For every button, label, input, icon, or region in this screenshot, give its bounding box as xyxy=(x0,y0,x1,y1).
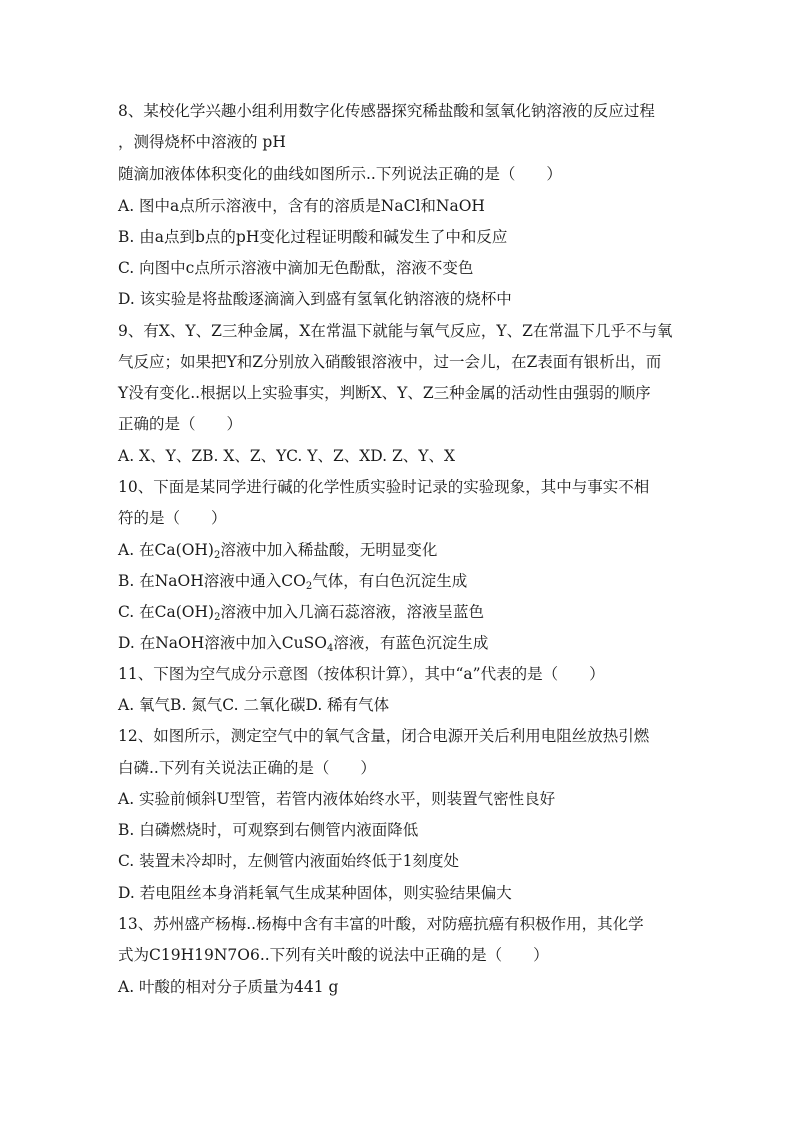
q8-stem-line-3: 随滴加液体体积变化的曲线如图所示..下列说法正确的是（ ） xyxy=(118,165,562,183)
q10-option-c-text-end: 溶液中加入几滴石蕊溶液，溶液呈蓝色 xyxy=(220,603,484,621)
q10-option-b-text: B. 在NaOH溶液中通入CO xyxy=(118,572,306,590)
q10-stem-line-1: 10、下面是某同学进行碱的化学性质实验时记录的实验现象，其中与事实不相 xyxy=(118,478,650,496)
q12-stem-line-1: 12、如图所示，测定空气中的氧气含量，闭合电源开关后利用电阻丝放热引燃 xyxy=(118,727,650,745)
q10-option-a-text-end: 溶液中加入稀盐酸，无明显变化 xyxy=(220,541,438,559)
q10-option-c xyxy=(118,602,484,622)
q8-option-b: B. 由a点到b点的pH变化过程证明酸和碱发生了中和反应 xyxy=(118,228,508,246)
q9-stem-line-2: 气反应；如果把Y和Z分别放入硝酸银溶液中，过一会儿，在Z表面有银析出，而 xyxy=(118,353,662,371)
q10-option-b-text-end: 气体，有白色沉淀生成 xyxy=(312,572,468,590)
q12-option-c: C. 装置未冷却时，左侧管内液面始终低于1刻度处 xyxy=(118,852,460,870)
q10-option-a-text: A. 在Ca(OH) xyxy=(118,541,214,559)
q12-stem-line-2: 白磷..下列有关说法正确的是（ ） xyxy=(118,759,376,777)
q8-option-c: C. 向图中c点所示溶液中滴加无色酚酞，溶液不变色 xyxy=(118,259,474,277)
q8-stem-line-2: ，测得烧杯中溶液的 pH xyxy=(118,133,286,151)
q8-option-d: D. 该实验是将盐酸逐滴滴入到盛有氢氧化钠溶液的烧杯中 xyxy=(118,290,512,308)
q10-option-a-subscript: 2 xyxy=(213,550,221,561)
q9-stem-line-1: 9、有X、Y、Z三种金属，X在常温下就能与氧气反应，Y、Z在常温下几乎不与氧 xyxy=(118,322,673,340)
q13-option-a: A. 叶酸的相对分子质量为441 g xyxy=(118,978,339,996)
q10-stem-line-2: 符的是（ ） xyxy=(118,509,227,527)
q10-option-d-text: D. 在NaOH溶液中加入CuSO xyxy=(118,634,327,652)
q13-stem-line-2: 式为C19H19N7O6..下列有关叶酸的说法中正确的是（ ） xyxy=(118,946,549,964)
q9-stem-line-3: Y没有变化..根据以上实验事实，判断X、Y、Z三种金属的活动性由强弱的顺序 xyxy=(118,384,651,402)
q8-stem-line-1: 8、某校化学兴趣小组利用数字化传感器探究稀盐酸和氢氧化钠溶液的反应过程 xyxy=(118,102,655,120)
q8-option-a: A. 图中a点所示溶液中，含有的溶质是NaCl和NaOH xyxy=(118,197,485,215)
q10-option-d-text-end: 溶液，有蓝色沉淀生成 xyxy=(333,634,489,652)
q11-stem: 11、下图为空气成分示意图（按体积计算），其中“a”代表的是（ ） xyxy=(118,665,605,683)
q13-stem-line-1: 13、苏州盛产杨梅..杨梅中含有丰富的叶酸，对防癌抗癌有积极作用，其化学 xyxy=(118,915,644,933)
q10-option-d xyxy=(118,633,488,653)
q12-option-b: B. 白磷燃烧时，可观察到右侧管内液面降低 xyxy=(118,821,419,839)
q12-option-d: D. 若电阻丝本身消耗氧气生成某种固体，则实验结果偏大 xyxy=(118,884,512,902)
q12-option-a: A. 实验前倾斜U型管，若管内液体始终水平，则装置气密性良好 xyxy=(118,790,556,808)
q10-option-d-subscript: 4 xyxy=(326,643,334,654)
q11-options: A. 氧气B. 氮气C. 二氧化碳D. 稀有气体 xyxy=(118,696,390,714)
q10-option-c-text: C. 在Ca(OH) xyxy=(118,603,215,621)
q9-stem-line-4: 正确的是（ ） xyxy=(118,415,243,433)
q10-option-c-subscript: 2 xyxy=(214,612,221,623)
q9-options: A. X、Y、ZB. X、Z、YC. Y、Z、XD. Z、Y、X xyxy=(118,447,456,465)
q10-option-a xyxy=(118,540,437,560)
q10-option-b-subscript: 2 xyxy=(305,581,313,592)
q10-option-b xyxy=(118,571,467,591)
